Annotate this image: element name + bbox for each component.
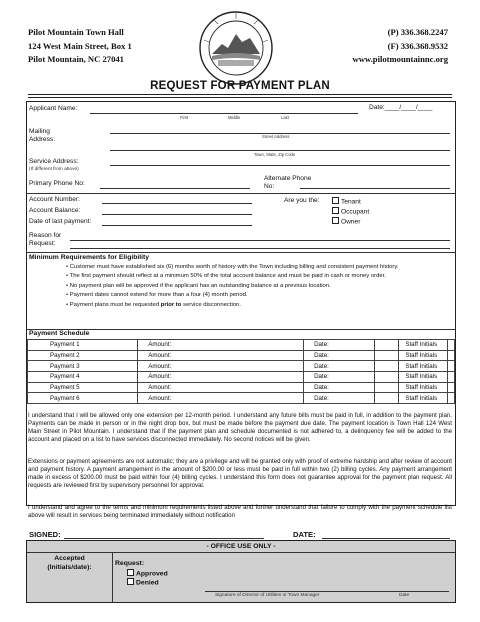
signed-label: SIGNED: xyxy=(29,530,61,539)
list-item: • Payment dates cannot extend for more than a four (4) month period. xyxy=(66,292,248,299)
date-field[interactable]: Date:____/____/____ xyxy=(369,104,433,111)
mailing-label: Mailing Address: xyxy=(29,128,56,143)
sub-last: Last xyxy=(281,115,289,120)
are-you-label: Are you the: xyxy=(284,197,320,204)
applicant-label: Applicant Name: xyxy=(29,105,78,112)
list-item: • No payment plan will be approved if the applicant has an outstanding balance at a previous location. xyxy=(66,282,331,289)
date-value-cell[interactable] xyxy=(375,372,399,383)
town-address xyxy=(28,26,132,67)
website[interactable]: www.pilotmountainnc.org xyxy=(352,54,448,64)
denied-label: Denied xyxy=(136,579,159,587)
phone-number: (P) 336.368.2247 xyxy=(387,27,448,37)
amount-cell[interactable]: Amount: xyxy=(138,340,304,351)
accepted-label xyxy=(27,555,112,572)
title-rule-bottom xyxy=(28,97,452,98)
option-tenant[interactable] xyxy=(332,197,361,207)
date-value-cell[interactable] xyxy=(375,340,399,351)
checkbox-icon[interactable] xyxy=(332,207,339,214)
last-payment-input[interactable] xyxy=(102,225,252,226)
director-signature-label: Signature of Director of Utilities or Town Manager xyxy=(215,593,320,598)
eligibility-heading: Minimum Requirements for Eligibility xyxy=(29,254,150,261)
date-value-cell[interactable] xyxy=(375,393,399,404)
initials-cell[interactable]: Staff Initials xyxy=(399,340,448,351)
terms-paragraph-2: Extensions or payment agreements are not automatic; they are a privilege and will be granted only with proof of extreme hardship and after review of account and payment history. A payment arrangement in the amount of $200.00 or less must be paid in full within two (2) billing cycles. Any payment arrangement made in excess of $200.00 must be paid within four (4) billing cycles. I understand this form does not guarantee approval for the payment plan request. All requests are reviewed first by supervisory personnel for approval. xyxy=(28,458,452,489)
payment-label: Payment 1 xyxy=(28,340,138,351)
eligibility-list xyxy=(66,264,446,309)
sub-street: Street Address xyxy=(262,134,290,139)
denied-option[interactable] xyxy=(127,578,159,587)
primary-phone-input[interactable] xyxy=(100,188,250,189)
amount-cell[interactable]: Amount: xyxy=(138,350,304,361)
form-title: REQUEST FOR PAYMENT PLAN xyxy=(150,80,330,92)
town-contact xyxy=(353,26,449,67)
accepted-line-2: (Initials/date): xyxy=(47,563,92,571)
account-number-input[interactable] xyxy=(102,203,252,204)
reason-input-2[interactable] xyxy=(70,248,450,249)
table-row xyxy=(28,382,455,393)
initials-value-cell[interactable] xyxy=(448,372,455,383)
divider xyxy=(112,552,113,603)
sub-middle: Middle xyxy=(228,115,241,120)
list-item: • Payment plans must be requested prior to service disconnection. xyxy=(66,301,241,308)
amount-cell[interactable]: Amount: xyxy=(138,382,304,393)
fax-number: (F) 336.368.9532 xyxy=(387,40,448,51)
checkbox-icon[interactable] xyxy=(332,197,339,204)
amount-cell[interactable]: Amount: xyxy=(138,361,304,372)
initials-cell[interactable]: Staff Initials xyxy=(399,372,448,383)
divider xyxy=(26,329,456,330)
last-payment-label: Date of last payment: xyxy=(29,218,92,225)
option-owner[interactable] xyxy=(332,217,360,227)
office-heading: - OFFICE USE ONLY - xyxy=(206,543,276,550)
terms-paragraph-1: I understand that I will be allowed only one extension per 12-month period. I understand any future bills must be paid in full, in addition to the payment plan. Payments can be made in person or in the night drop box, but must be made before the payment due date. The payment location is Town Hall 124 West Main Street in Pilot Mountain. I understand that if the payment plan and schedule documented is not adhered to, a delinquency fee will be added to the account and placed on a list to have services disconnected immediately. No second notices will be given. xyxy=(28,412,452,443)
list-item: • Customer must have established six (6) months worth of history with the Town including billing and consistent payment history. xyxy=(66,264,399,270)
amount-cell[interactable]: Amount: xyxy=(138,372,304,383)
initials-value-cell[interactable] xyxy=(448,382,455,393)
table-row xyxy=(28,340,455,351)
checkbox-icon[interactable] xyxy=(127,569,134,576)
schedule-heading: Payment Schedule xyxy=(29,330,90,337)
account-number-label: Account Number: xyxy=(29,196,80,203)
option-tenant-label: Tenant xyxy=(341,198,361,206)
date-cell[interactable]: Date: xyxy=(304,350,375,361)
office-use-section xyxy=(26,540,456,603)
initials-value-cell[interactable] xyxy=(448,361,455,372)
org-street: 124 West Main Street, Box 1 xyxy=(28,40,132,51)
checkbox-icon[interactable] xyxy=(127,578,134,585)
org-city: Pilot Mountain, NC 27041 xyxy=(28,54,124,64)
signed-date-input[interactable] xyxy=(322,538,450,539)
date-cell[interactable]: Date: xyxy=(304,372,375,383)
date-cell[interactable]: Date: xyxy=(304,393,375,404)
option-occupant[interactable] xyxy=(332,207,369,217)
option-occupant-label: Occupant xyxy=(341,208,370,216)
date-cell[interactable]: Date: xyxy=(304,382,375,393)
checkbox-icon[interactable] xyxy=(332,217,339,224)
applicant-input[interactable] xyxy=(90,113,358,114)
initials-value-cell[interactable] xyxy=(448,350,455,361)
title-rule-top xyxy=(28,94,452,95)
table-row xyxy=(28,350,455,361)
alt-phone-label: Alternate Phone No: xyxy=(264,175,312,190)
terms-paragraph-3: I understand and agree to the terms and minimum requirements listed above and further understand that failure to comply with the payment schedule list above will result in services being terminated immediately without notification xyxy=(28,504,452,519)
list-item: • The first payment should reflect at a minimum 50% of the total account balance and must be paid in cash or money order. xyxy=(66,273,386,280)
initials-cell[interactable]: Staff Initials xyxy=(399,350,448,361)
org-name: Pilot Mountain Town Hall xyxy=(28,27,124,37)
service-label: Service Address: xyxy=(29,158,79,165)
accepted-line-1: Accepted xyxy=(54,555,85,562)
payment-label: Payment 2 xyxy=(28,350,138,361)
table-row xyxy=(28,361,455,372)
reason-label: Reason for Request: xyxy=(29,232,62,247)
signed-date-label: DATE: xyxy=(293,530,316,539)
date-cell[interactable]: Date: xyxy=(304,340,375,351)
payment-label: Payment 6 xyxy=(28,393,138,404)
approved-label: Approved xyxy=(136,570,168,578)
date-value-cell[interactable] xyxy=(375,350,399,361)
payment-schedule-table xyxy=(27,339,455,404)
initials-cell[interactable]: Staff Initials xyxy=(399,382,448,393)
service-input[interactable] xyxy=(110,165,450,166)
initials-value-cell[interactable] xyxy=(448,340,455,351)
date-cell[interactable]: Date: xyxy=(304,361,375,372)
divider xyxy=(26,193,456,194)
primary-phone-label: Primary Phone No: xyxy=(29,180,85,187)
account-balance-input[interactable] xyxy=(102,214,252,215)
table-row xyxy=(28,393,455,404)
approved-option[interactable] xyxy=(127,569,168,578)
payment-label: Payment 4 xyxy=(28,372,138,383)
date-value-cell[interactable] xyxy=(375,382,399,393)
mailing-city-input[interactable] xyxy=(110,150,450,151)
divider xyxy=(27,552,455,553)
director-signature-input[interactable] xyxy=(205,591,449,592)
divider xyxy=(26,252,456,253)
option-owner-label: Owner xyxy=(341,218,361,226)
alt-phone-input[interactable] xyxy=(300,188,450,189)
payment-label: Payment 3 xyxy=(28,361,138,372)
initials-cell[interactable]: Staff Initials xyxy=(399,393,448,404)
town-seal-icon xyxy=(198,10,274,86)
reason-input-1[interactable] xyxy=(70,240,450,241)
amount-cell[interactable]: Amount: xyxy=(138,393,304,404)
service-note: (If different from above) xyxy=(29,167,79,172)
table-row xyxy=(28,372,455,383)
account-balance-label: Account Balance: xyxy=(29,207,81,214)
sub-first: First xyxy=(180,115,189,120)
initials-cell[interactable]: Staff Initials xyxy=(399,361,448,372)
initials-value-cell[interactable] xyxy=(448,393,455,404)
request-label: Request: xyxy=(115,560,145,567)
payment-label: Payment 5 xyxy=(28,382,138,393)
signature-input[interactable] xyxy=(64,538,264,539)
sub-city: Town, State, Zip Code xyxy=(254,152,296,157)
director-date-label: Date xyxy=(399,593,410,598)
date-value-cell[interactable] xyxy=(375,361,399,372)
